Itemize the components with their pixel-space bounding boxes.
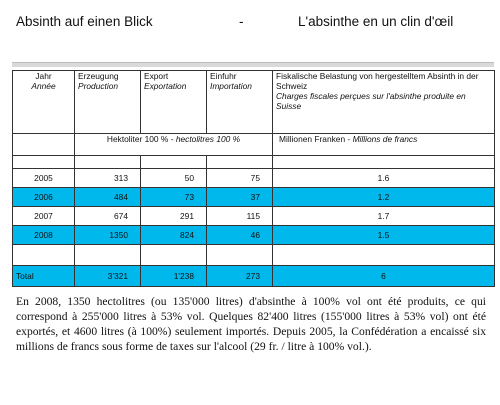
cell-fiscal: 1.7 [273,207,495,226]
cell-production: 484 [75,188,141,207]
title-french: L'absinthe en un clin d'œil [298,14,454,29]
cell-import: 37 [207,188,273,207]
cell-fiscal: 1.6 [273,169,495,188]
cell-fiscal: 1.2 [273,188,495,207]
table-row [13,188,495,207]
cell-import: 75 [207,169,273,188]
cell-total-label: Total [13,266,75,287]
units-money: Millionen Franken - Millions de francs [273,134,495,156]
cell-import: 115 [207,207,273,226]
header-export: Export Exportation [141,71,207,134]
cell-production: 674 [75,207,141,226]
title-german: Absinth auf einen Blick [16,14,153,29]
cell-total-production: 3'321 [75,266,141,287]
absinth-table [12,70,495,287]
cell-total-import: 273 [207,266,273,287]
page-title [16,8,486,38]
header-import: Einfuhr Importation [207,71,273,134]
table-row [13,226,495,245]
header-year: Jahr Année [13,71,75,134]
table-row [13,169,495,188]
summary-paragraph: En 2008, 1350 hectolitres (ou 135'000 litres) d'absinthe à 100% vol ont été produits, ce qui correspond à 255'000 litres à 53% vol. Quelques 82'400 litres (155'000 litres à 53% vol) ont été exportés, et 4600 litres (à 100%) seulement importés. Depuis 2005, la Confédération a encaissé six millions de francs sous forme de taxes sur l'alcool (29 fr. / litre à 100% vol.). [16,295,486,353]
units-empty-cell [13,134,75,156]
table-header-row [13,71,495,134]
cell-year: 2006 [13,188,75,207]
cell-import: 46 [207,226,273,245]
header-rule [12,62,494,67]
cell-production: 313 [75,169,141,188]
table-row [13,207,495,226]
units-volume: Hektoliter 100 % - hectolitres 100 % [75,134,273,156]
cell-year: 2008 [13,226,75,245]
header-production: Erzeugung Production [75,71,141,134]
cell-total-export: 1'238 [141,266,207,287]
title-separator: - [239,14,244,29]
cell-fiscal: 1.5 [273,226,495,245]
cell-export: 291 [141,207,207,226]
table-spacer-row [13,156,495,169]
cell-export: 73 [141,188,207,207]
cell-export: 824 [141,226,207,245]
table-total-row [13,266,495,287]
cell-year: 2007 [13,207,75,226]
table-spacer-row [13,245,495,266]
table-units-row [13,134,495,156]
header-fiscal: Fiskalische Belastung von hergestelltem Absinth in der Schweiz Charges fiscales perçues sur l'absinthe produite en Suisse [273,71,495,134]
cell-total-fiscal: 6 [273,266,495,287]
cell-year: 2005 [13,169,75,188]
cell-export: 50 [141,169,207,188]
cell-production: 1350 [75,226,141,245]
